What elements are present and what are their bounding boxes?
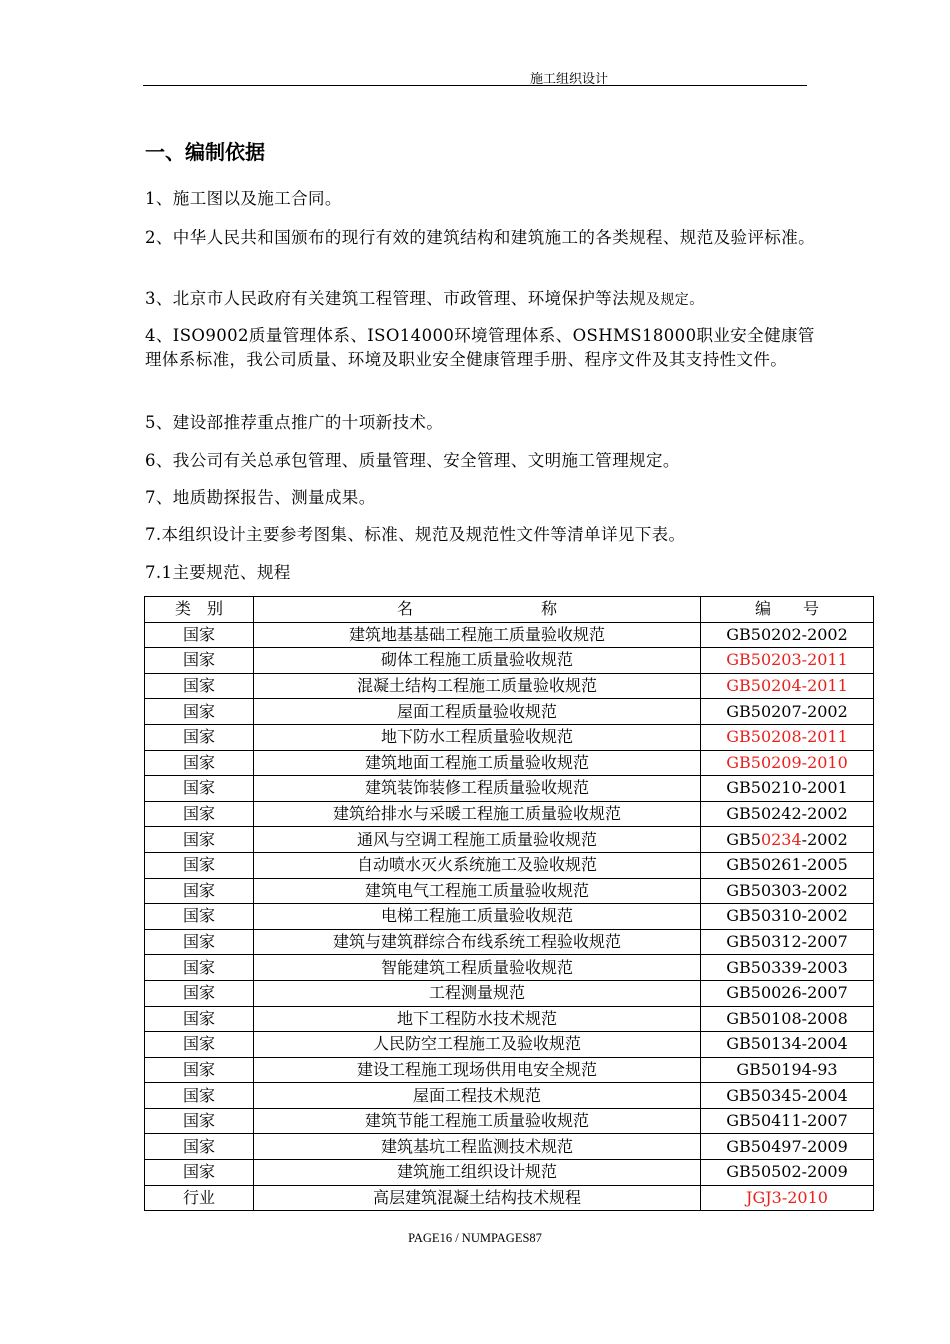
paragraph-3 <box>145 287 815 312</box>
row-category: 国家 <box>145 1160 254 1186</box>
row-category: 国家 <box>145 852 254 878</box>
row-category: 国家 <box>145 980 254 1006</box>
standards-table <box>144 596 874 1211</box>
table-row <box>145 673 874 699</box>
row-code: GB50310-2002 <box>701 904 874 930</box>
table-row <box>145 929 874 955</box>
paragraph-1: 1、施工图以及施工合同。 <box>145 189 342 208</box>
paragraph-6: 6、我公司有关总承包管理、质量管理、安全管理、文明施工管理规定。 <box>145 451 680 470</box>
row-code-highlight: 0234 <box>760 829 802 849</box>
row-category: 国家 <box>145 955 254 981</box>
row-category: 国家 <box>145 1134 254 1160</box>
row-code: GB50203-2011 <box>701 648 874 674</box>
row-name: 砌体工程施工质量验收规范 <box>254 648 701 674</box>
row-name: 建筑地面工程施工质量验收规范 <box>254 750 701 776</box>
row-name: 建筑施工组织设计规范 <box>254 1160 701 1186</box>
header-name: 名 称 <box>254 597 701 623</box>
row-code: GB50339-2003 <box>701 955 874 981</box>
row-name: 自动喷水灭火系统施工及验收规范 <box>254 852 701 878</box>
row-name: 建筑给排水与采暖工程施工质量验收规范 <box>254 801 701 827</box>
table-row <box>145 827 874 853</box>
row-category: 国家 <box>145 648 254 674</box>
row-category: 国家 <box>145 1083 254 1109</box>
row-code: GB50312-2007 <box>701 929 874 955</box>
row-code: GB50497-2009 <box>701 1134 874 1160</box>
table-row <box>145 955 874 981</box>
table-row <box>145 878 874 904</box>
page-number-footer: PAGE16 / NUMPAGES87 <box>408 1231 542 1245</box>
row-name: 建筑装饰装修工程质量验收规范 <box>254 776 701 802</box>
row-code-prefix: GB5 <box>726 829 761 849</box>
row-category: 行业 <box>145 1185 254 1211</box>
paragraph-8: 7.本组织设计主要参考图集、标准、规范及规范性文件等清单详见下表。 <box>145 525 686 544</box>
table-row <box>145 801 874 827</box>
table-row <box>145 980 874 1006</box>
row-category: 国家 <box>145 801 254 827</box>
row-category: 国家 <box>145 724 254 750</box>
paragraph-3-main: 3、北京市人民政府有关建筑工程管理、市政管理、环境保护等法规 <box>145 289 646 308</box>
row-name: 屋面工程质量验收规范 <box>254 699 701 725</box>
row-category: 国家 <box>145 904 254 930</box>
row-category: 国家 <box>145 929 254 955</box>
table-row <box>145 1006 874 1032</box>
row-category: 国家 <box>145 622 254 648</box>
row-category: 国家 <box>145 1108 254 1134</box>
row-name: 高层建筑混凝土结构技术规程 <box>254 1185 701 1211</box>
row-code-suffix: -2002 <box>801 829 848 849</box>
table-row <box>145 648 874 674</box>
paragraph-2: 2、中华人民共和国颁布的现行有效的建筑结构和建筑施工的各类规程、规范及验评标准。 <box>145 228 815 247</box>
row-code: GB50207-2002 <box>701 699 874 725</box>
row-code: GB50108-2008 <box>701 1006 874 1032</box>
row-code: GB50026-2007 <box>701 980 874 1006</box>
paragraph-7: 7、地质勘探报告、测量成果。 <box>145 488 376 507</box>
row-code: GB50210-2001 <box>701 776 874 802</box>
row-name: 建筑基坑工程监测技术规范 <box>254 1134 701 1160</box>
standards-table-wrapper <box>144 596 874 1211</box>
row-category: 国家 <box>145 1032 254 1058</box>
row-code: GB50194-93 <box>701 1057 874 1083</box>
table-row <box>145 699 874 725</box>
table-row <box>145 622 874 648</box>
row-category: 国家 <box>145 878 254 904</box>
row-name: 屋面工程技术规范 <box>254 1083 701 1109</box>
row-name: 工程测量规范 <box>254 980 701 1006</box>
row-category: 国家 <box>145 1057 254 1083</box>
row-code <box>701 827 874 853</box>
row-name: 地下工程防水技术规范 <box>254 1006 701 1032</box>
row-code: GB50502-2009 <box>701 1160 874 1186</box>
row-category: 国家 <box>145 699 254 725</box>
row-category: 国家 <box>145 827 254 853</box>
row-code: GB50204-2011 <box>701 673 874 699</box>
header-divider <box>143 85 807 86</box>
row-code: JGJ3-2010 <box>701 1185 874 1211</box>
row-code: GB50411-2007 <box>701 1108 874 1134</box>
table-row <box>145 1083 874 1109</box>
table-row <box>145 776 874 802</box>
row-name: 建筑节能工程施工质量验收规范 <box>254 1108 701 1134</box>
running-header-title: 施工组织设计 <box>530 72 609 87</box>
table-row <box>145 1032 874 1058</box>
table-row <box>145 904 874 930</box>
row-name: 混凝土结构工程施工质量验收规范 <box>254 673 701 699</box>
row-name: 建筑与建筑群综合布线系统工程验收规范 <box>254 929 701 955</box>
subsection-heading: 7.1主要规范、规程 <box>145 563 291 582</box>
paragraph-5: 5、建设部推荐重点推广的十项新技术。 <box>145 413 444 432</box>
row-name: 建设工程施工现场供用电安全规范 <box>254 1057 701 1083</box>
row-name: 通风与空调工程施工质量验收规范 <box>254 827 701 853</box>
table-row <box>145 750 874 776</box>
row-name: 建筑地基基础工程施工质量验收规范 <box>254 622 701 648</box>
row-code: GB50202-2002 <box>701 622 874 648</box>
row-code: GB50303-2002 <box>701 878 874 904</box>
header-category: 类 别 <box>145 597 254 623</box>
table-row <box>145 1160 874 1186</box>
row-name: 人民防空工程施工及验收规范 <box>254 1032 701 1058</box>
table-row <box>145 1108 874 1134</box>
row-category: 国家 <box>145 1006 254 1032</box>
table-row <box>145 1057 874 1083</box>
table-row <box>145 1134 874 1160</box>
paragraph-4: 4、ISO9002质量管理体系、ISO14000环境管理体系、OSHMS18000职业安全健康管理体系标准，我公司质量、环境及职业安全健康管理手册、程序文件及其支持性文件。 <box>145 326 815 369</box>
table-row <box>145 852 874 878</box>
table-header-row <box>145 597 874 623</box>
row-category: 国家 <box>145 750 254 776</box>
header-code: 编 号 <box>701 597 874 623</box>
paragraph-3-tail: 及规定。 <box>646 292 704 308</box>
row-code: GB50261-2005 <box>701 852 874 878</box>
table-row <box>145 1185 874 1211</box>
row-category: 国家 <box>145 776 254 802</box>
row-code: GB50345-2004 <box>701 1083 874 1109</box>
row-code: GB50134-2004 <box>701 1032 874 1058</box>
row-name: 建筑电气工程施工质量验收规范 <box>254 878 701 904</box>
row-name: 电梯工程施工质量验收规范 <box>254 904 701 930</box>
row-code: GB50242-2002 <box>701 801 874 827</box>
table-row <box>145 724 874 750</box>
row-name: 地下防水工程质量验收规范 <box>254 724 701 750</box>
row-code: GB50208-2011 <box>701 724 874 750</box>
row-category: 国家 <box>145 673 254 699</box>
row-name: 智能建筑工程质量验收规范 <box>254 955 701 981</box>
section-heading: 一、编制依据 <box>145 140 265 164</box>
row-code: GB50209-2010 <box>701 750 874 776</box>
